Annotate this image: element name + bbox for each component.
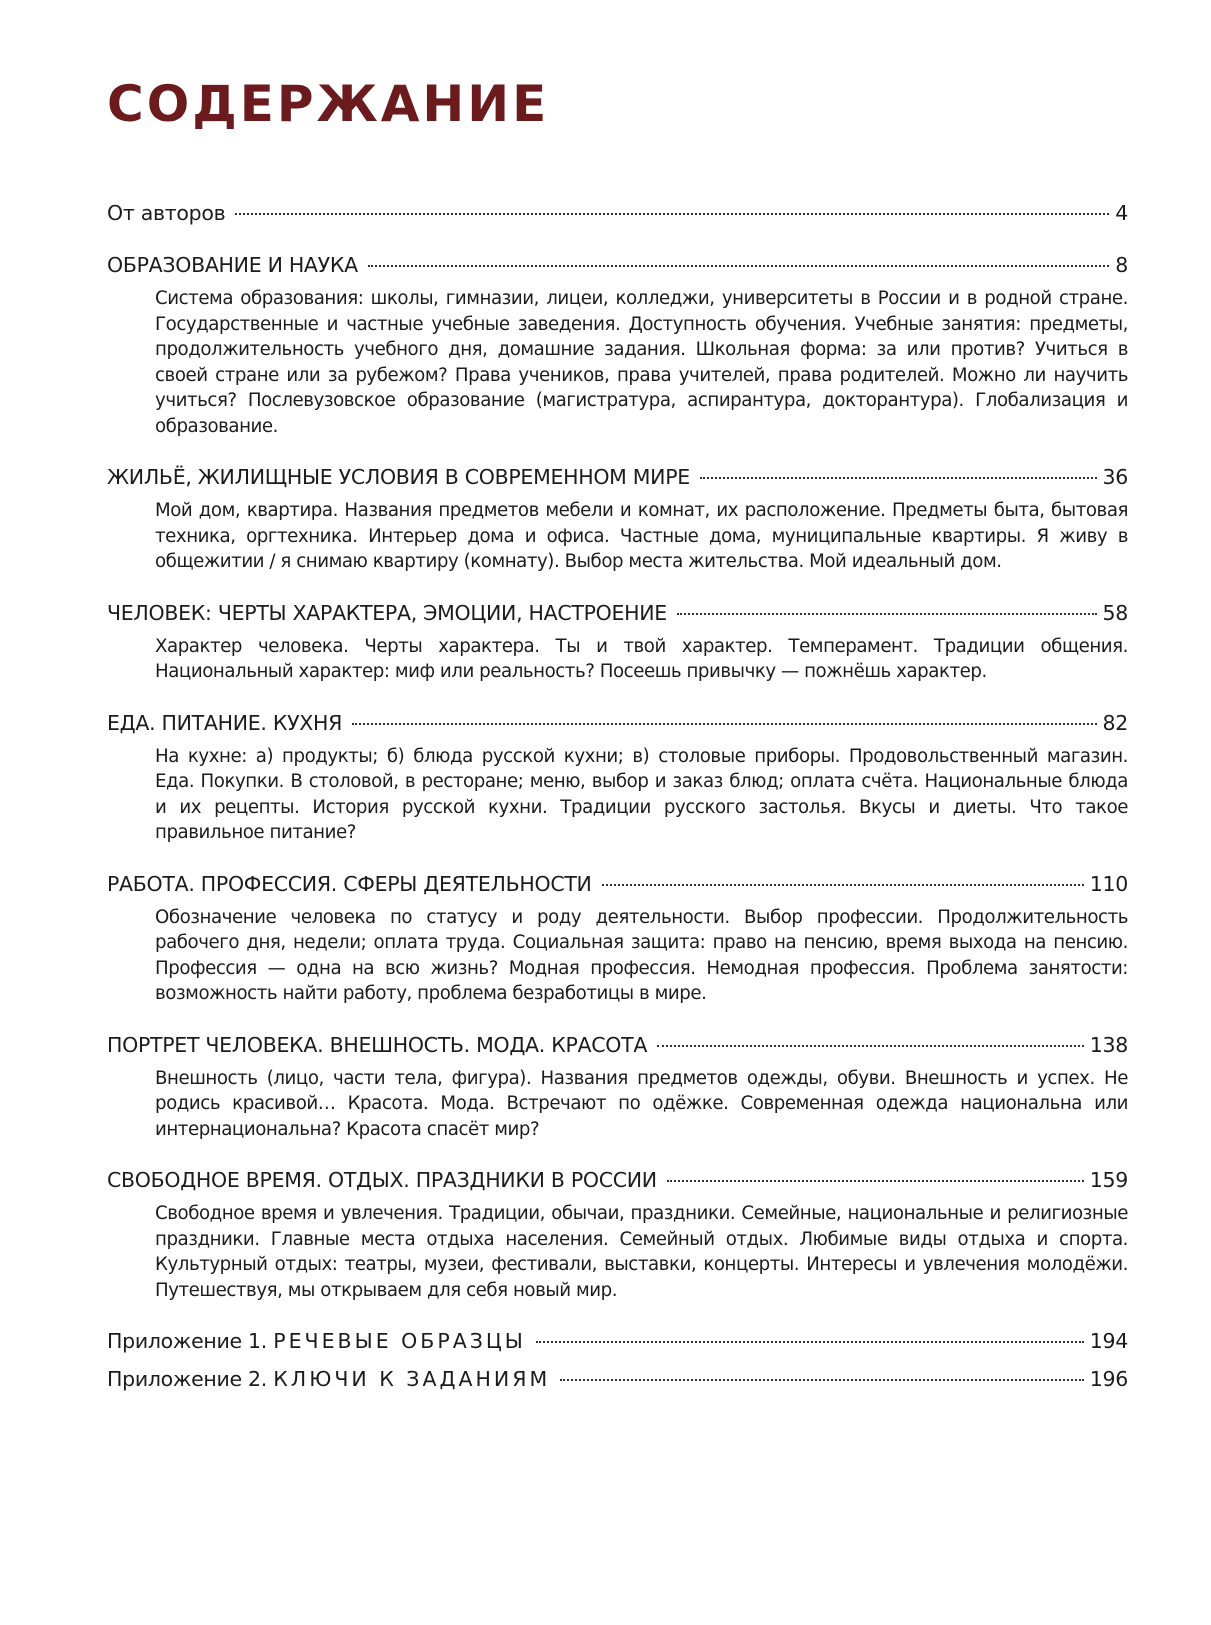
- toc-entry[interactable]: [107, 460, 1128, 575]
- toc-row[interactable]: [107, 867, 1128, 901]
- page-number: 194: [1089, 1329, 1128, 1353]
- toc-entry[interactable]: [107, 1362, 1128, 1396]
- entry-description: Обозначение человека по статусу и роду деятельности. Выбор профессии. Продолжительность рабочего дня, недели; оплата труда. Социальная защита: право на пенсию, время выхода на пенсию. Профессия — одна на всю жизнь? Модная профессия. Немодная профессия. Проблема занятости: возможность найти работу, проблема безработицы в мире.: [155, 906, 1128, 1004]
- dot-leader: [677, 613, 1097, 615]
- page-number: 36: [1102, 465, 1128, 489]
- entry-title: От авторов: [107, 201, 226, 225]
- toc-entry[interactable]: [107, 1324, 1128, 1358]
- page-number: 8: [1115, 253, 1128, 277]
- entry-title: [107, 1362, 550, 1396]
- page-number: 138: [1089, 1032, 1128, 1057]
- toc-row[interactable]: [107, 248, 1128, 282]
- entry-title: ПОРТРЕТ ЧЕЛОВЕКА. ВНЕШНОСТЬ. МОДА. КРАСОТА: [107, 1032, 648, 1057]
- page-number: 196: [1089, 1367, 1128, 1391]
- page-title: СОДЕРЖАНИЕ: [107, 75, 550, 133]
- table-of-contents: [107, 196, 1128, 1396]
- entry-description: Свободное время и увлечения. Традиции, обычаи, праздники. Семейные, национальные и религиозные праздники. Главные места отдыха населения. Семейный отдых. Любимые виды отдыха и спорта. Культурный отдых: театры, музеи, фестивали, выставки, концерты. Интересы и увлечения молодёжи. Путешествуя, мы открываем для себя новый мир.: [155, 1203, 1128, 1301]
- toc-entry[interactable]: [107, 1028, 1128, 1143]
- entry-title: ЖИЛЬЁ, ЖИЛИЩНЫЕ УСЛОВИЯ В СОВРЕМЕННОМ МИРЕ: [107, 465, 690, 489]
- toc-entry[interactable]: [107, 596, 1128, 685]
- entry-description: Мой дом, квартира. Названия предметов мебели и комнат, их расположение. Предметы быта, бытовая техника, оргтехника. Интерьер дома и офиса. Частные дома, муниципальные квартиры. Я живу в общежитии / я снимаю квартиру (комнату). Выбор места жительства. Мой идеальный дом.: [155, 500, 1128, 572]
- appendix-title: РЕЧЕВЫЕ ОБРАЗЦЫ: [273, 1329, 526, 1353]
- dot-leader: [602, 884, 1084, 886]
- toc-row[interactable]: [107, 196, 1128, 230]
- entry-description: Внешность (лицо, части тела, фигура). Названия предметов одежды, обуви. Внешность и успех. Не родись красивой… Красота. Мода. Встречают по одёжке. Современная одежда национальна или интернациональна? Красота спасёт мир?: [155, 1067, 1128, 1140]
- entry-title: [107, 1324, 526, 1358]
- toc-entry[interactable]: [107, 248, 1128, 439]
- entry-title: ЕДА. ПИТАНИЕ. КУХНЯ: [107, 710, 343, 735]
- dot-leader: [700, 477, 1097, 479]
- page-number: 159: [1089, 1168, 1128, 1192]
- toc-row[interactable]: [107, 1362, 1128, 1396]
- page-number: 4: [1115, 201, 1128, 225]
- toc-row[interactable]: [107, 460, 1128, 494]
- dot-leader: [368, 265, 1109, 267]
- toc-row[interactable]: [107, 596, 1128, 630]
- entry-title: РАБОТА. ПРОФЕССИЯ. СФЕРЫ ДЕЯТЕЛЬНОСТИ: [107, 871, 592, 896]
- toc-row[interactable]: [107, 1028, 1128, 1062]
- page-number: 82: [1102, 710, 1128, 735]
- page-number: 58: [1102, 600, 1128, 625]
- toc-entry[interactable]: [107, 706, 1128, 846]
- dot-leader: [657, 1045, 1084, 1047]
- toc-entry[interactable]: [107, 867, 1128, 1007]
- toc-row[interactable]: [107, 1163, 1128, 1197]
- entry-description: Характер человека. Черты характера. Ты и твой характер. Темперамент. Традиции общения. Национальный характер: миф или реальность? Посеешь привычку — пожнёшь характер.: [155, 635, 1128, 682]
- dot-leader: [560, 1379, 1084, 1381]
- toc-entry[interactable]: [107, 1163, 1128, 1303]
- toc-row[interactable]: [107, 1324, 1128, 1358]
- appendix-title: КЛЮЧИ К ЗАДАНИЯМ: [273, 1367, 551, 1391]
- dot-leader: [667, 1180, 1084, 1182]
- entry-description: Система образования: школы, гимназии, лицеи, колледжи, университеты в России и в родной стране. Государственные и частные учебные заведения. Доступность обучения. Учебные занятия: предметы, продолжительность учебного дня, домашние задания. Школьная форма: за или против? Учиться в своей стране или за рубежом? Права учеников, права учителей, права родителей. Можно ли научить учиться? Послевузовское образование (магистратура, аспирантура, докторантура). Глобализация и образование.: [155, 288, 1128, 437]
- entry-title: СВОБОДНОЕ ВРЕМЯ. ОТДЫХ. ПРАЗДНИКИ В РОССИИ: [107, 1168, 657, 1192]
- appendix-prefix: Приложение 1.: [107, 1329, 274, 1353]
- toc-entry[interactable]: [107, 196, 1128, 230]
- entry-title: ОБРАЗОВАНИЕ И НАУКА: [107, 253, 358, 277]
- appendix-prefix: Приложение 2.: [107, 1367, 274, 1391]
- entry-title: ЧЕЛОВЕК: ЧЕРТЫ ХАРАКТЕРА, ЭМОЦИИ, НАСТРОЕНИЕ: [107, 600, 667, 625]
- toc-row[interactable]: [107, 706, 1128, 740]
- entry-description: На кухне: а) продукты; б) блюда русской кухни; в) столовые приборы. Продовольственный магазин. Еда. Покупки. В столовой, в ресторане; меню, выбор и заказ блюд; оплата счёта. Национальные блюда и их рецепты. История русской кухни. Традиции русского застолья. Вкусы и диеты. Что такое правильное питание?: [155, 745, 1128, 843]
- dot-leader: [536, 1341, 1084, 1343]
- page-number: 110: [1089, 871, 1128, 896]
- dot-leader: [235, 213, 1109, 215]
- dot-leader: [352, 723, 1096, 725]
